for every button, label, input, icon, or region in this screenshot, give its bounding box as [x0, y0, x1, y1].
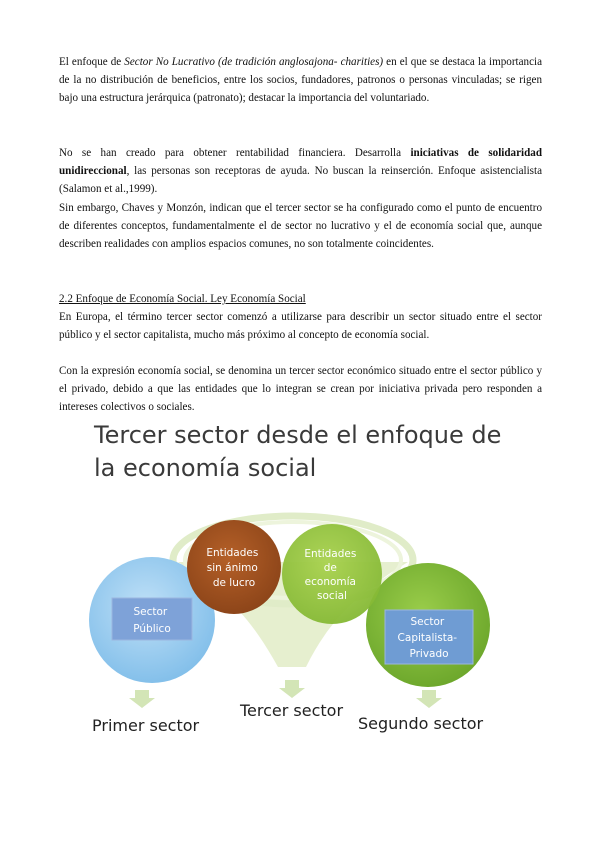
italic-term: Sector No Lucrativo (de tradición anglosajona- charities): [124, 56, 384, 68]
paragraph-economia-social-section: [59, 290, 542, 345]
figure-title-line: Tercer sector desde el enfoque de: [94, 421, 502, 449]
label-tercer-sector: Tercer sector: [240, 701, 344, 720]
paragraph-text: No se han creado para obtener rentabilidad financiera. Desarrolla: [59, 147, 411, 159]
paragraph-text: en el que se destaca la importancia de la no distribución de beneficios, entre los socios, fundadores, patronos o personas vinculadas; se rigen bajo una estructura jerárquica (patronato); destacar la importancia del voluntariado.: [59, 56, 542, 105]
sector-privado-label: Sector Capitalista- Privado: [397, 616, 458, 660]
figure-title-line: la economía social: [94, 454, 317, 482]
entidades-economia-social-circle: [282, 524, 382, 624]
arrow-down-icon: [129, 690, 155, 708]
paragraph-chaves-monzon: Sin embargo, Chaves y Monzón, indican que el tercer sector se ha configurado como el punto de encuentro de diferentes conceptos, fundamentalmente el de sector no lucrativo y el de economía social que, aunque describen realidades con amplios espacios comunes, no son totalmente coincidentes.: [59, 202, 542, 251]
sector-publico-label: Sector Público: [133, 606, 171, 635]
economia-social-diagram: [78, 417, 498, 747]
paragraph-text: , las personas son receptoras de ayuda. No buscan la reinserción. Enfoque asistencialista (Salamon et al.,1999).: [59, 165, 542, 196]
label-primer-sector: Primer sector: [92, 716, 200, 735]
arrow-down-icon: [279, 680, 305, 698]
paragraph-rentabilidad: [59, 144, 542, 199]
entidades-sin-animo-label: Entidades sin ánimo de lucro: [206, 547, 259, 589]
bold-term: iniciativas de solidaridad unidireccional: [59, 147, 542, 178]
paragraph-text: En Europa, el término tercer sector comenzó a utilizarse para describir un sector situado entre el sector público y el sector capitalista, mucho más próximo al concepto de economía social.: [59, 311, 542, 342]
paragraph-expresion-economia-social: Con la expresión economía social, se denomina un tercer sector económico situado entre el sector público y el privado, debido a que las entidades que lo integran se crean por iniciativa privada pero responden a intereses colectivos o sociales.: [59, 365, 542, 414]
paragraph-text: El enfoque de: [59, 56, 125, 68]
label-segundo-sector: Segundo sector: [358, 714, 484, 733]
section-heading: 2.2 Enfoque de Economía Social. Ley Economía Social: [59, 293, 306, 305]
arrow-down-icon: [416, 690, 442, 708]
entidades-economia-social-label: Entidades de economía social: [304, 548, 357, 602]
paragraph-sector-no-lucrativo: [59, 53, 542, 108]
